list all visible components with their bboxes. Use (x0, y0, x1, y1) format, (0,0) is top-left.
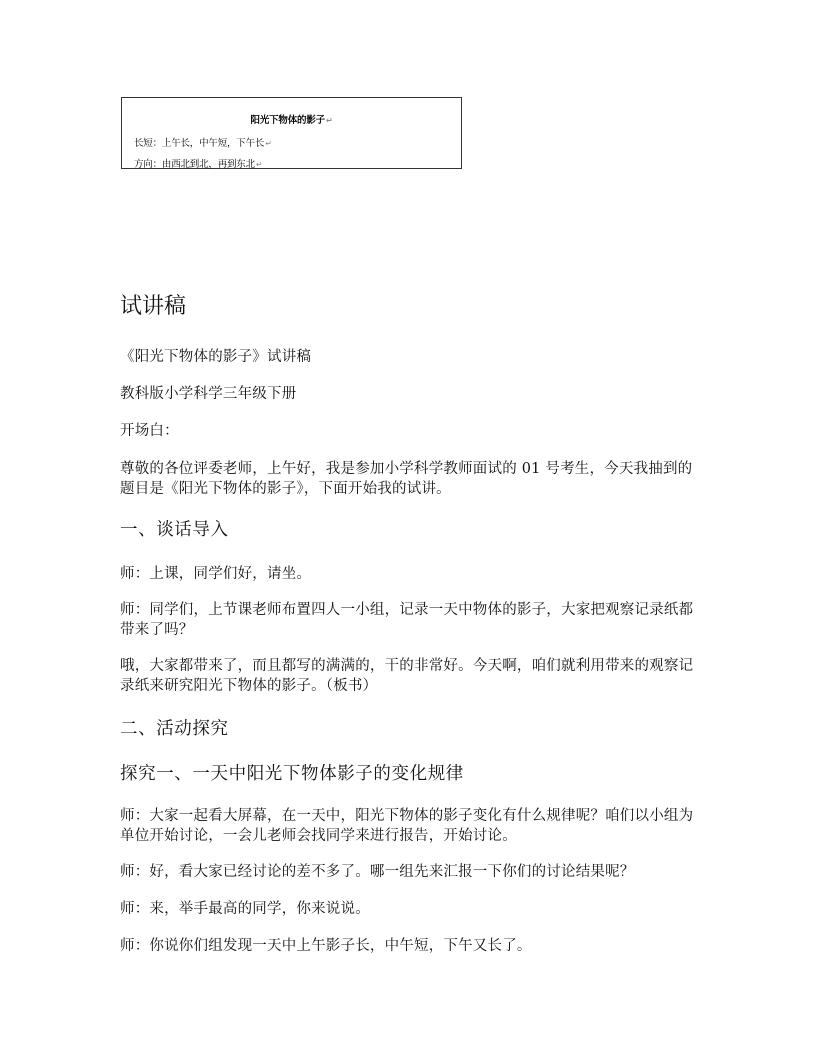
paragraph: 师：来，举手最高的同学，你来说说。 (120, 901, 370, 917)
document-title: 试讲稿 (120, 294, 187, 319)
board-line-length: 长短：上午长，中午短，下午长↵ (134, 138, 272, 149)
board-line-direction: 方向：由西北到北，再到东北↵ (134, 159, 263, 170)
section-heading-intro: 一、谈话导入 (120, 520, 229, 540)
opening-paragraph: 尊敬的各位评委老师，上午好，我是参加小学科学教师面试的 01 号考生，今天我抽到的题目是《阳光下物体的影子》，下面开始我的试讲。 (120, 461, 693, 497)
section-heading-activity: 二、活动探究 (120, 719, 229, 739)
paragraph: 师：同学们，上节课老师布置四人一小组，记录一天中物体的影子，大家把观察记录纸都带来了吗？ (120, 602, 694, 638)
subsection-heading-explore1: 探究一、一天中阳光下物体影子的变化规律 (120, 764, 464, 784)
lesson-title: 《阳光下物体的影子》试讲稿 (120, 349, 312, 365)
board-title: 阳光下物体的影子↵ (250, 115, 333, 126)
paragraph: 师：上课，同学们好，请坐。 (120, 566, 312, 582)
paragraph-mark-icon: ↵ (325, 116, 333, 125)
opening-label: 开场白： (120, 423, 179, 439)
paragraph-mark-icon: ↵ (255, 160, 263, 169)
board-writing-box (121, 97, 462, 169)
paragraph: 师：好，看大家已经讨论的差不多了。哪一组先来汇报一下你们的讨论结果呢？ (120, 864, 635, 880)
paragraph: 哦，大家都带来了，而且都写的满满的，干的非常好。今天啊，咱们就利用带来的观察记录纸来研究阳光下物体的影子。（板书） (120, 658, 694, 694)
paragraph: 师：大家一起看大屏幕，在一天中，阳光下物体的影子变化有什么规律呢？咱们以小组为单位开始讨论，一会儿老师会找同学来进行报告，开始讨论。 (120, 808, 694, 844)
paragraph-mark-icon: ↵ (265, 139, 272, 148)
paragraph: 师：你说你们组发现一天中上午影子长，中午短，下午又长了。 (120, 938, 532, 954)
textbook-line: 教科版小学科学三年级下册 (120, 386, 297, 402)
